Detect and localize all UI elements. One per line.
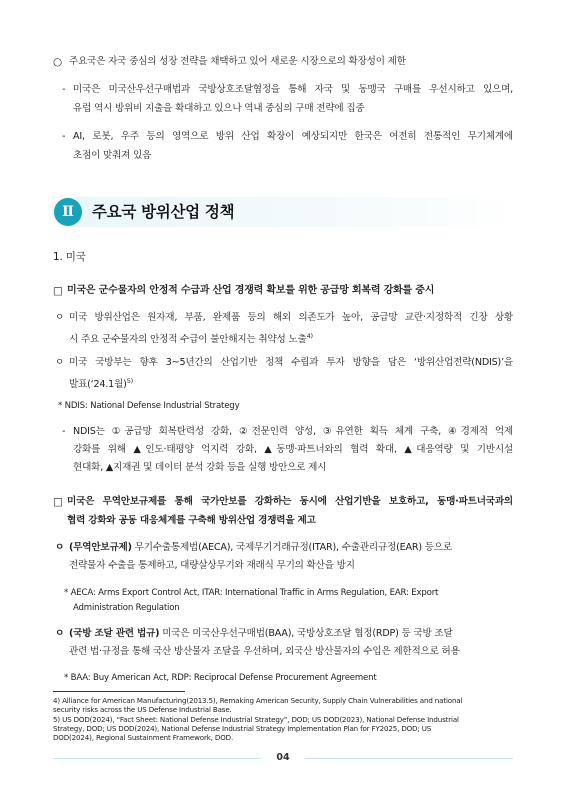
footnote-ref-4[interactable]: 4) <box>306 332 313 340</box>
point-4-label: (국방 조달 관련 법규) <box>69 628 160 639</box>
point-3-line-1: (무역안보규제) 무기수출통제법(AECA), 국제무기거래규정(ITAR), 수출관리규정(EAR) 등으로 <box>69 542 452 553</box>
point-3-label: (무역안보규제) <box>69 542 132 553</box>
note-aeca-line-1: * AECA: Arms Export Control Act, ITAR: International Traffic in Arms Regulation, EAR: Export <box>64 588 439 598</box>
square-marker: □ <box>53 285 63 297</box>
footnote-4-line-1: 4) Alliance for American Manufacturing(2013.5), Remaking American Security, Supply Chain Vulnerabilities and national <box>53 696 463 705</box>
footnote-5-line-3: DOD(2024), Regional Sustainment Framework, DOD. <box>53 733 234 742</box>
dash-marker: - <box>62 131 66 142</box>
dash-marker: - <box>62 426 66 437</box>
ndis-line-1: NDIS는 ①공급망 회복탄력성 강화, ②전문인력 양성, ③유연한 획득 체계 구축, ④경제적 억제 <box>73 426 513 437</box>
point-2-line-1: 미국 국방부는 향후 3~5년간의 산업기반 정책 수립과 투자 방향을 담은 ‘방위산업전략(NDIS)’을 <box>69 357 513 368</box>
note-baa: * BAA: Buy American Act, RDP: Reciprocal Defense Procurement Agreement <box>64 673 377 683</box>
note-aeca-line-2: Administration Regulation <box>73 603 180 613</box>
section-header <box>52 197 514 227</box>
bullet-o-marker: ㅇ <box>55 628 65 639</box>
point-1-line-1: 미국 방위산업은 원자재, 부품, 완제품 등의 해외 의존도가 높아, 공급망 교란·지정학적 긴장 상황 <box>69 312 513 323</box>
section-title: 주요국 방위산업 정책 <box>92 203 235 221</box>
point-1-line-2: 시 주요 군수물자의 안정적 수급이 불안해지는 취약성 노출$^{4)}$ <box>69 332 313 346</box>
bullet-o-marker: ㅇ <box>55 542 65 553</box>
bullet-circle-marker: ○ <box>53 56 62 68</box>
page-number-rule-right <box>305 758 513 759</box>
heading-point-1: 미국은 군수물자의 안정적 수급과 산업 경쟁력 확보를 위한 공급망 회복력 강화를 중시 <box>67 285 435 296</box>
bullet-o-marker: ㅇ <box>55 312 65 323</box>
footnote-5-line-1: 5) US DOD(2024), “Fact Sheet: National Defense Industrial Strategy”, DOD; US DOD(2023), National Defense Industrial <box>53 715 459 724</box>
intro-bullet-text: 주요국은 자국 중심의 성장 전략을 채택하고 있어 새로운 시장으로의 확장성이 제한 <box>69 56 406 67</box>
ndis-line-3: 현대화, ▲지재권 및 데이터 분석 강화 등을 실행 방안으로 제시 <box>73 462 327 473</box>
intro-dash-1-line-2: 유럽 역시 방위비 지출을 확대하고 있으나 역내 중심의 구매 전략에 집중 <box>73 103 365 114</box>
intro-dash-1-line-1: 미국은 미국산우선구매법과 국방상호조달협정을 통해 자국 및 동맹국 구매를 우선시하고 있으며, <box>73 84 513 95</box>
ndis-line-2: 강화를 위해 ▲인도·태평양 억지력 강화, ▲동맹·파트너와의 협력 확대, ▲대응역량 및 기반시설 <box>73 444 513 455</box>
footnote-divider <box>53 691 185 692</box>
subsection-heading: 1. 미국 <box>53 251 86 263</box>
section-number-badge: Ⅱ <box>54 198 82 226</box>
dash-marker: - <box>62 84 66 95</box>
page-number-rule-left <box>53 758 261 759</box>
intro-dash-2-line-1: AI, 로봇, 우주 등의 영역으로 방위 산업 확장이 예상되지만 한국은 여전히 전통적인 무기체계에 <box>73 131 513 142</box>
square-marker: □ <box>53 496 63 508</box>
page-number: 04 <box>276 752 290 763</box>
heading-point-2-line-1: 미국은 무역안보규제를 통해 국가안보를 강화하는 동시에 산업기반을 보호하고, 동맹·파트너국과의 <box>67 496 513 507</box>
note-ndis: * NDIS: National Defense Industrial Strategy <box>58 401 240 411</box>
footnote-4-line-2: security risks across the US Defense Industrial Base. <box>53 705 232 714</box>
point-4-line-2: 관련 법·규정을 통해 국산 방산물자 조달을 우선하며, 외국산 방산물자의 수입은 제한적으로 허용 <box>69 646 460 657</box>
bullet-o-marker: ㅇ <box>55 357 65 368</box>
heading-point-2-line-2: 협력 강화와 공동 대응체계를 구축해 방위산업 경쟁력을 제고 <box>67 515 316 526</box>
intro-dash-2-line-2: 초점이 맞춰져 있음 <box>73 150 152 161</box>
point-3-line-2: 전략물자 수출을 통제하고, 대량살상무기와 재래식 무기의 확산을 방지 <box>69 560 355 571</box>
footnote-ref-5[interactable]: 5) <box>126 377 133 385</box>
point-2-line-2: 발표(‘24.1월)$^{5)}$ <box>69 377 133 391</box>
point-4-line-1: (국방 조달 관련 법규) 미국은 미국산우선구매법(BAA), 국방상호조달 협정(RDP) 등 국방 조달 <box>69 628 453 639</box>
footnote-5-line-2: Strategy, DOD; US DOD(2024), National Defense Industrial Strategy Implementation Plan for FY2025, DOD; US <box>53 724 432 733</box>
